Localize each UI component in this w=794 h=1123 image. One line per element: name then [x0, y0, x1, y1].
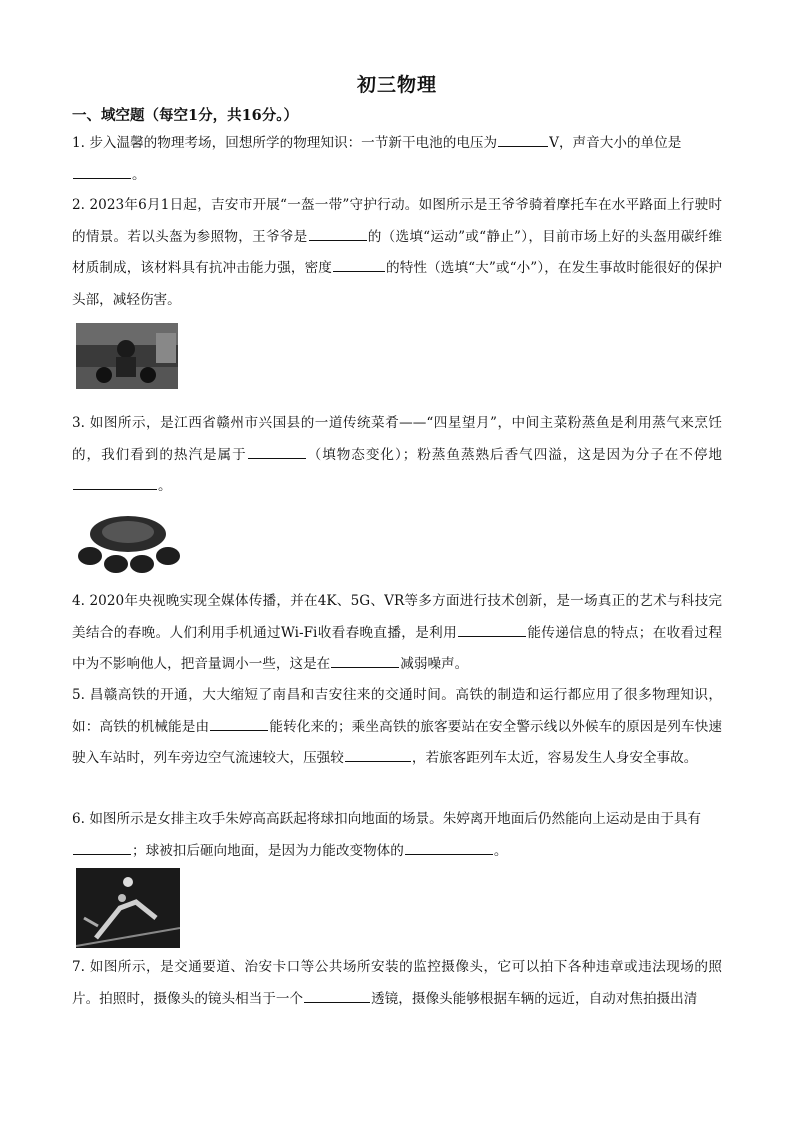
- question-2: 2. 2023年6月1日起，吉安市开展“一盔一带”守护行动。如图所示是王爷爷骑着摩托车在水平路面上行驶时的情景。若以头盔为参照物，王爷爷是 的（选填“运动”或“静止”），目前市场上好的头盔用碳纤维材质制成，该材料具有抗冲击能力强，密度 的特性（选填“大”或“小”），在发生事故时能很好的保护头部，减轻伤害。: [72, 197, 723, 308]
- question-number: 7.: [72, 959, 85, 975]
- answer-blank[interactable]: [304, 988, 370, 1003]
- answer-blank[interactable]: [405, 840, 493, 855]
- section-heading: 一、域空题（每空1分，共16分。）: [72, 107, 299, 124]
- answer-blank[interactable]: [248, 444, 306, 459]
- answer-blank[interactable]: [498, 132, 548, 147]
- question-number: 2.: [72, 197, 85, 213]
- answer-blank[interactable]: [73, 475, 157, 490]
- answer-blank[interactable]: [458, 622, 526, 637]
- answer-blank[interactable]: [345, 747, 411, 762]
- question-number: 6.: [72, 811, 85, 827]
- question-number: 3.: [72, 415, 85, 431]
- question-4: 4. 2020年央视晚实现全媒体传播，并在4K、5G、VR等多方面进行技术创新，是一场真正的艺术与科技完美结合的春晚。人们利用手机通过Wi-Fi收看春晚直播，是利用 能传递信息的特点；在收看过程中为不影响他人，把音量调小一些，这是在 减弱噪声。: [72, 593, 722, 672]
- question-number: 4.: [72, 593, 85, 609]
- dish-photo: [76, 512, 180, 576]
- answer-blank[interactable]: [333, 257, 385, 272]
- page-title: 初三物理: [356, 74, 437, 96]
- question-1: 1. 步入温馨的物理考场，回想所学的物理知识：一节新干电池的电压为 V，声音大小的单位是 。: [72, 128, 722, 191]
- answer-blank[interactable]: [73, 840, 131, 855]
- question-number: 1.: [72, 135, 85, 151]
- answer-blank[interactable]: [309, 226, 367, 241]
- answer-blank[interactable]: [331, 653, 399, 668]
- question-6: 6. 如图所示是女排主攻手朱婷高高跃起将球扣向地面的场景。朱婷离开地面后仍然能向上运动是由于具有 ；球被扣后砸向地面，是因为力能改变物体的 。: [72, 811, 702, 859]
- question-7: 7. 如图所示，是交通要道、治安卡口等公共场所安装的监控摄像头，它可以拍下各种违章或违法现场的照片。拍照时，摄像头的镜头相当于一个 透镜，摄像头能够根据车辆的远近，自动对焦拍摄出清: [72, 959, 722, 1007]
- question-number: 5.: [72, 687, 85, 703]
- question-5: 5. 昌赣高铁的开通，大大缩短了南昌和吉安往来的交通时间。高铁的制造和运行都应用了很多物理知识，如：高铁的机械能是由 能转化来的；乘坐高铁的旅客要站在安全警示线以外候车的原因是列车快速驶入车站时，列车旁边空气流速较大，压强较 ，若旅客距列车太近，容易发生人身安全事故。: [72, 687, 723, 766]
- question-3: 3. 如图所示，是江西省赣州市兴国县的一道传统菜肴——“四星望月”，中间主菜粉蒸鱼是利用蒸气来烹饪的，我们看到的热汽是属于 （填物态变化）；粉蒸鱼蒸熟后香气四溢，这是因为分子在不停地。: [72, 415, 722, 494]
- volleyball-photo: [76, 868, 180, 948]
- motorcycle-helmet-photo: [76, 323, 178, 389]
- answer-blank[interactable]: [210, 716, 268, 731]
- answer-blank[interactable]: [73, 164, 131, 179]
